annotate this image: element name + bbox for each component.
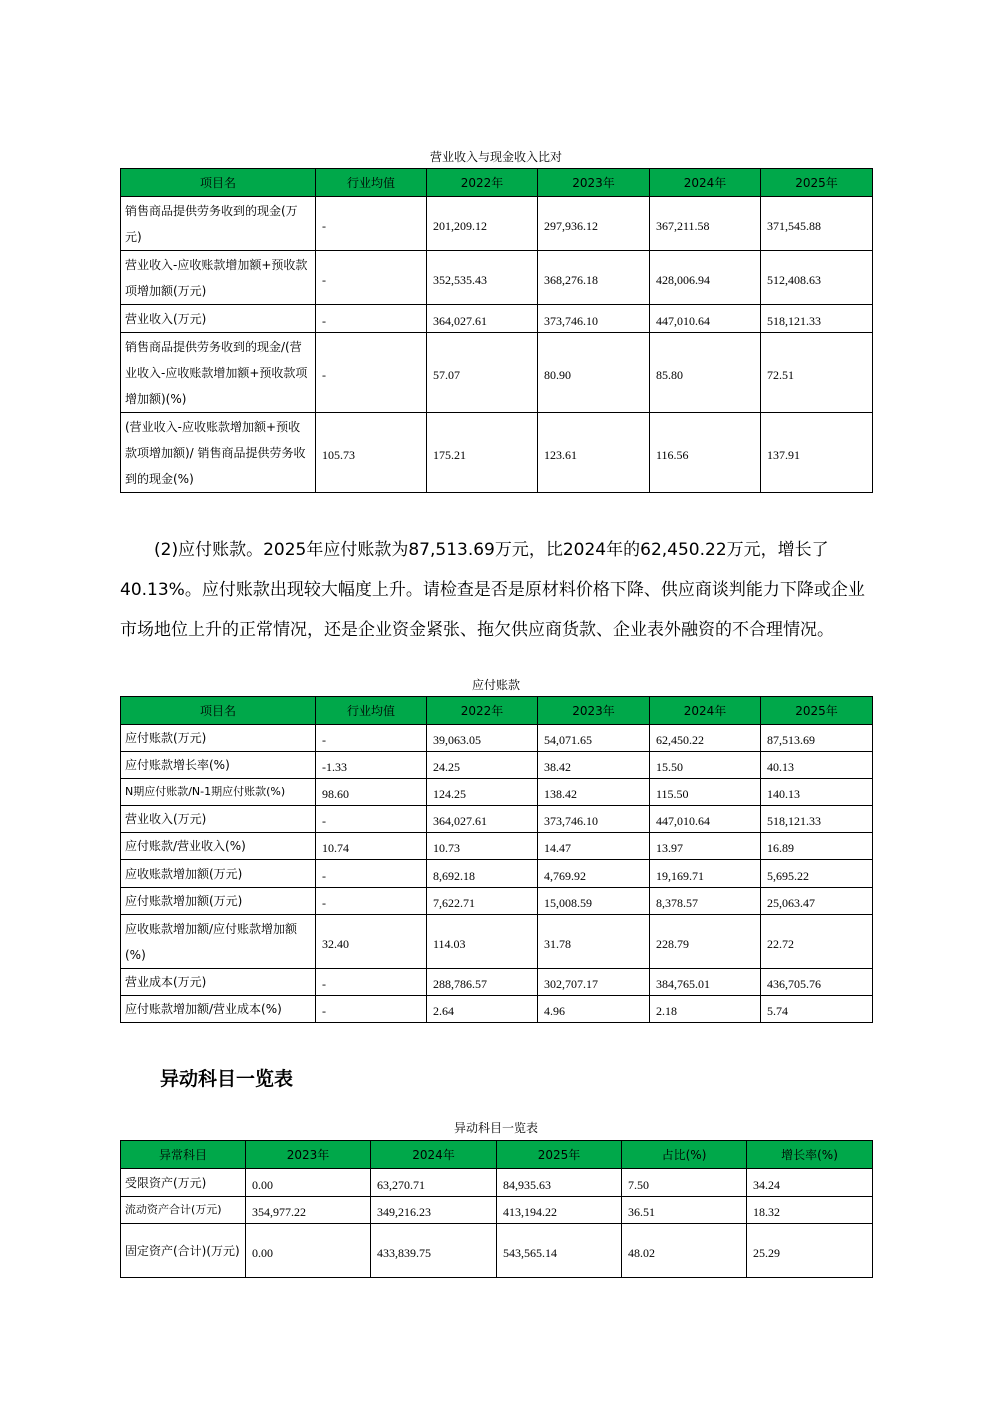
cell: 447,010.64 [650,305,761,333]
header-cell: 2025年 [761,697,873,725]
cell: 447,010.64 [650,806,761,833]
row-label: 营业成本(万元) [121,969,316,996]
cell: - [316,333,427,413]
table-row [121,915,873,969]
header-cell: 2022年 [427,697,538,725]
row-label: 应付账款增加额(万元) [121,888,316,915]
header-cell: 2023年 [538,169,650,197]
cell: 16.89 [761,833,873,860]
cell: 518,121.33 [761,305,873,333]
abnormal-items-table [120,1140,873,1278]
cell: 428,006.94 [650,251,761,305]
header-cell: 行业均值 [316,169,427,197]
header-cell: 2025年 [497,1141,622,1169]
table-row [121,779,873,806]
cell: 80.90 [538,333,650,413]
cell: 48.02 [622,1224,747,1278]
cell: 201,209.12 [427,197,538,251]
cell: 364,027.61 [427,806,538,833]
table-row [121,197,873,251]
cell: 368,276.18 [538,251,650,305]
cell: 0.00 [246,1169,371,1197]
cell: 123.61 [538,413,650,493]
cell: 39,063.05 [427,725,538,752]
table-row [121,969,873,996]
cell: 373,746.10 [538,806,650,833]
cell: 5,695.22 [761,860,873,888]
cell: 10.73 [427,833,538,860]
table3-caption: 异动科目一览表 [453,1121,538,1135]
header-cell: 2022年 [427,169,538,197]
cell: 13.97 [650,833,761,860]
cell: 15.50 [650,752,761,779]
header-cell: 2023年 [246,1141,371,1169]
cell: 175.21 [427,413,538,493]
row-label: 应收账款增加额/应付账款增加额(%) [121,915,316,969]
cell: 543,565.14 [497,1224,622,1278]
table-row [121,413,873,493]
cell: 352,535.43 [427,251,538,305]
cell: 114.03 [427,915,538,969]
cell: 436,705.76 [761,969,873,996]
header-cell: 2024年 [650,169,761,197]
cell: 302,707.17 [538,969,650,996]
table1-caption: 营业收入与现金收入比对 [429,150,562,164]
cell: 4.96 [538,996,650,1023]
cell: 512,408.63 [761,251,873,305]
cell: 25,063.47 [761,888,873,915]
table-row [121,251,873,305]
cell: 384,765.01 [650,969,761,996]
table-row [121,860,873,888]
cell: 7,622.71 [427,888,538,915]
table-header-row [121,169,873,197]
header-cell: 2024年 [650,697,761,725]
cell: 297,936.12 [538,197,650,251]
cell: 354,977.22 [246,1197,371,1224]
cell: - [316,806,427,833]
cell: - [316,197,427,251]
cell: 115.50 [650,779,761,806]
cell: 84,935.63 [497,1169,622,1197]
cell: - [316,305,427,333]
cell: 367,211.58 [650,197,761,251]
cell: 14.47 [538,833,650,860]
header-cell: 占比(%) [622,1141,747,1169]
row-label: 营业收入(万元) [121,806,316,833]
cell: 24.25 [427,752,538,779]
row-label: 应收账款增加额(万元) [121,860,316,888]
row-label: 应付账款(万元) [121,725,316,752]
row-label: (营业收入-应收账款增加额+预收款项增加额)/ 销售商品提供劳务收到的现金(%) [121,413,316,493]
cell: 32.40 [316,915,427,969]
cell: 72.51 [761,333,873,413]
row-label: 销售商品提供劳务收到的现金(万元) [121,197,316,251]
cell: - [316,860,427,888]
header-cell: 2025年 [761,169,873,197]
cell: 31.78 [538,915,650,969]
cash-income-table [120,168,873,493]
cell: 36.51 [622,1197,747,1224]
row-label: 营业收入-应收账款增加额+预收款项增加额(万元) [121,251,316,305]
cell: 413,194.22 [497,1197,622,1224]
cell: 288,786.57 [427,969,538,996]
table-row [121,333,873,413]
table2-caption: 应付账款 [471,678,520,692]
cell: 140.13 [761,779,873,806]
header-cell: 异常科目 [121,1141,246,1169]
cell: 138.42 [538,779,650,806]
table-row [121,996,873,1023]
cell: 34.24 [747,1169,873,1197]
cell: 137.91 [761,413,873,493]
cell: 25.29 [747,1224,873,1278]
section-heading: 异动科目一览表 [160,1068,294,1090]
cell: 19,169.71 [650,860,761,888]
row-label: 销售商品提供劳务收到的现金/(营业收入-应收账款增加额+预收款项增加额)(%) [121,333,316,413]
cell: 18.32 [747,1197,873,1224]
cell: - [316,725,427,752]
header-cell: 行业均值 [316,697,427,725]
table-row [121,752,873,779]
cell: 87,513.69 [761,725,873,752]
table-row [121,833,873,860]
cell: 54,071.65 [538,725,650,752]
cell: 10.74 [316,833,427,860]
table-row [121,725,873,752]
cell: 116.56 [650,413,761,493]
row-label: 应付账款增长率(%) [121,752,316,779]
cell: 15,008.59 [538,888,650,915]
cell: - [316,969,427,996]
cell: 38.42 [538,752,650,779]
cell: 5.74 [761,996,873,1023]
cell: 373,746.10 [538,305,650,333]
table-row [121,1224,873,1278]
row-label: 应付账款/营业收入(%) [121,833,316,860]
header-cell: 2023年 [538,697,650,725]
header-cell: 增长率(%) [747,1141,873,1169]
cell: 62,450.22 [650,725,761,752]
cell: 124.25 [427,779,538,806]
payables-paragraph: (2)应付账款。2025年应付账款为87,513.69万元，比2024年的62,450.22万元，增长了40.13%。应付账款出现较大幅度上升。请检查是否是原材料价格下降、供应商谈判能力下降或企业市场地位上升的正常情况，还是企业资金紧张、拖欠供应商货款、企业表外融资的不合理情况。 [120,540,865,640]
row-label: 应付账款增加额/营业成本(%) [121,996,316,1023]
header-cell: 项目名 [121,697,316,725]
cell: 349,216.23 [371,1197,497,1224]
table-row [121,305,873,333]
cell: 228.79 [650,915,761,969]
cell: 8,692.18 [427,860,538,888]
cell: 40.13 [761,752,873,779]
table-header-row [121,1141,873,1169]
cell: 22.72 [761,915,873,969]
cell: 433,839.75 [371,1224,497,1278]
table-row [121,1169,873,1197]
cell: - [316,251,427,305]
cell: - [316,996,427,1023]
cell: 364,027.61 [427,305,538,333]
cell: 518,121.33 [761,806,873,833]
table-row [121,1197,873,1224]
header-cell: 2024年 [371,1141,497,1169]
cell: -1.33 [316,752,427,779]
cell: 8,378.57 [650,888,761,915]
payables-table [120,696,873,1023]
cell: 2.64 [427,996,538,1023]
table-row [121,806,873,833]
row-label: 营业收入(万元) [121,305,316,333]
row-label: 流动资产合计(万元) [121,1197,246,1224]
row-label: 固定资产(合计)(万元) [121,1224,246,1278]
header-cell: 项目名 [121,169,316,197]
cell: 371,545.88 [761,197,873,251]
cell: 98.60 [316,779,427,806]
cell: 85.80 [650,333,761,413]
row-label: N期应付账款/N-1期应付账款(%) [121,779,316,806]
cell: 57.07 [427,333,538,413]
cell: 7.50 [622,1169,747,1197]
row-label: 受限资产(万元) [121,1169,246,1197]
table-row [121,888,873,915]
cell: 63,270.71 [371,1169,497,1197]
cell: 0.00 [246,1224,371,1278]
cell: - [316,888,427,915]
cell: 4,769.92 [538,860,650,888]
table-header-row [121,697,873,725]
cell: 105.73 [316,413,427,493]
cell: 2.18 [650,996,761,1023]
